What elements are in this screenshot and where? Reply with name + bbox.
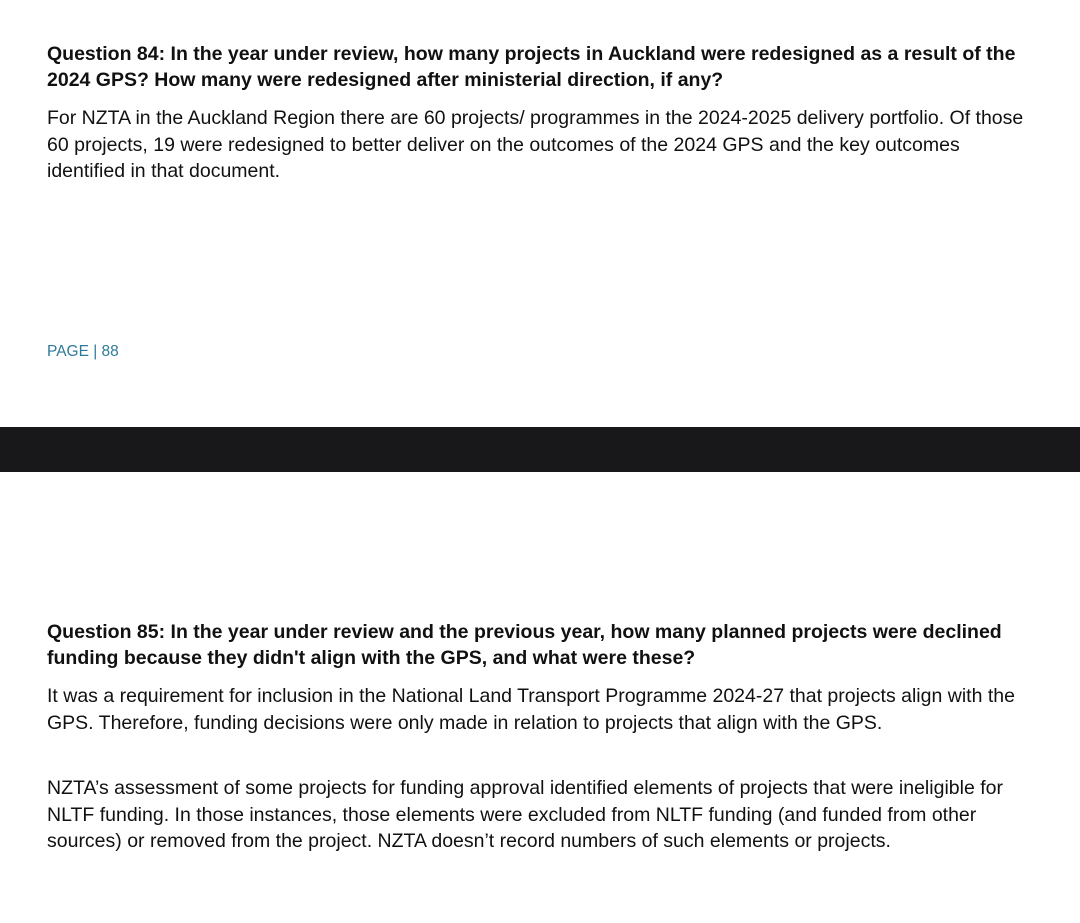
- document-page-88: [0, 0, 1080, 427]
- page-number: PAGE | 88: [47, 343, 119, 360]
- page-break-divider: [0, 427, 1080, 472]
- question-85-heading: Question 85: In the year under review and the previous year, how many planned projects were declined funding because they didn't align with the GPS, and what were these?: [47, 621, 1002, 669]
- document-page-89: [0, 472, 1080, 923]
- question-84-heading: Question 84: In the year under review, how many projects in Auckland were redesigned as a result of the 2024 GPS? How many were redesigned after ministerial direction, if any?: [47, 43, 1016, 91]
- question-84-answer: For NZTA in the Auckland Region there are 60 projects/ programmes in the 2024-2025 delivery portfolio. Of those 60 projects, 19 were redesigned to better deliver on the outcomes of the 2024 GPS and the key outcomes identified in that document.: [47, 107, 1024, 182]
- question-85-answer-paragraph-2: NZTA’s assessment of some projects for funding approval identified elements of projects that were ineligible for NLTF funding. In those instances, those elements were excluded from NLTF funding (and funded from other sources) or removed from the project. NZTA doesn’t record numbers of such elements or projects.: [47, 777, 1003, 852]
- question-85-answer-paragraph-1: It was a requirement for inclusion in the National Land Transport Programme 2024-27 that projects align with the GPS. Therefore, funding decisions were only made in relation to projects that align with the GPS.: [47, 685, 1015, 734]
